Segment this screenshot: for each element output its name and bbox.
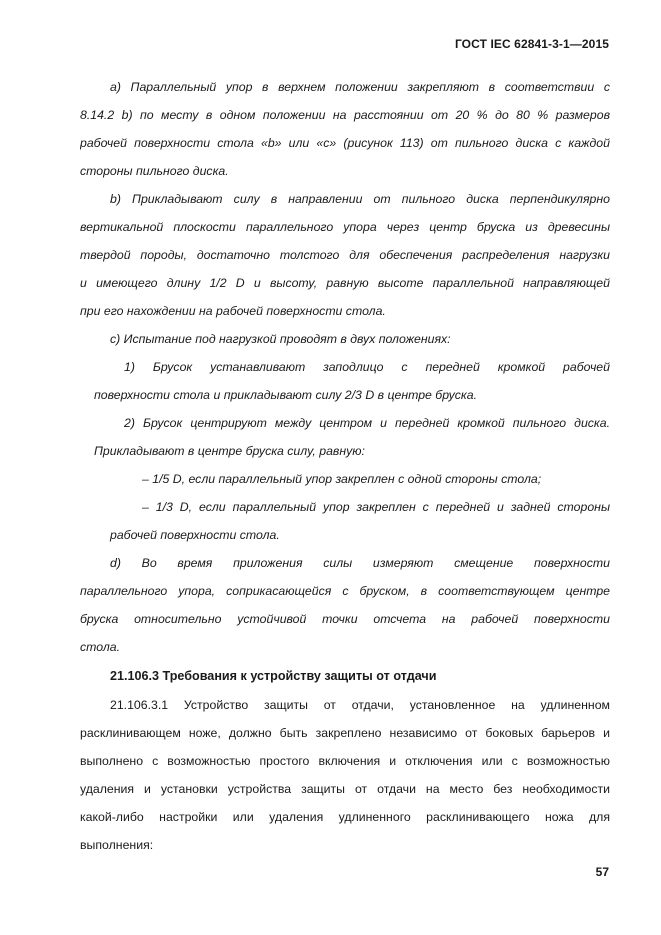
text-line: поверхности стола и прикладывают силу 2/3 D в центре бруска.: [94, 388, 477, 402]
text-line: a) Параллельный упор в верхнем положении закрепляют в соответствии с: [110, 80, 610, 94]
text-line: выполнения:: [80, 838, 154, 852]
text-line: и имеющего длину 1/2 D и высоту, равную высоте параллельной направляющей: [80, 276, 610, 290]
text-line: твердой породы, достаточно толстого для обеспечения распределения нагрузки: [80, 248, 610, 262]
text-line: бруска относительно устойчивой точки отсчета на рабочей поверхности: [80, 612, 610, 626]
text-line: – 1/5 D, если параллельный упор закреплен с одной стороны стола;: [142, 472, 542, 486]
document-body: [80, 73, 610, 859]
text-line: 1) Брусок устанавливают заподлицо с передней кромкой рабочей: [124, 360, 610, 374]
section-heading: 21.106.3 Требования к устройству защиты от отдачи: [110, 669, 437, 683]
text-line: удаления и установки устройства защиты от отдачи на место без необходимости: [80, 782, 610, 796]
text-line: рабочей поверхности стола.: [110, 528, 280, 542]
text-line: какой-либо настройки или удаления удлиненного расклинивающего ножа для: [80, 810, 610, 824]
text-line: расклинивающем ноже, должно быть закреплено независимо от боковых барьеров и: [80, 726, 610, 740]
text-line: 8.14.2 b) по месту в одном положении на расстоянии от 20 % до 80 % размеров: [80, 108, 610, 122]
text-line: Прикладывают в центре бруска силу, равную:: [94, 444, 365, 458]
page-number: 57: [595, 865, 609, 879]
text-line: вертикальной плоскости параллельного упора через центр бруска из древесины: [80, 220, 610, 234]
text-line: при его нахождении на рабочей поверхности стола.: [80, 304, 386, 318]
standard-header: ГОСТ IEC 62841-3-1—2015: [454, 37, 609, 51]
text-line: стороны пильного диска.: [80, 164, 229, 178]
text-line: стола.: [80, 640, 121, 654]
text-line: d) Во время приложения силы измеряют смещение поверхности: [110, 556, 610, 570]
text-line: рабочей поверхности стола «b» или «с» (рисунок 113) от пильного диска с каждой: [80, 136, 610, 150]
text-line: 2) Брусок центрируют между центром и передней кромкой пильного диска.: [124, 416, 610, 430]
text-line: с) Испытание под нагрузкой проводят в двух положениях:: [110, 332, 451, 346]
text-line: выполнено с возможностью простого включения и отключения или с возможностью: [80, 754, 610, 768]
text-line: b) Прикладывают силу в направлении от пильного диска перпендикулярно: [110, 192, 610, 206]
text-line: 21.106.3.1 Устройство защиты от отдачи, установленное на удлиненном: [110, 698, 610, 712]
text-line: – 1/3 D, если параллельный упор закреплен с передней и задней стороны: [142, 500, 610, 514]
text-line: параллельного упора, соприкасающейся с бруском, в соответствующем центре: [80, 584, 610, 598]
